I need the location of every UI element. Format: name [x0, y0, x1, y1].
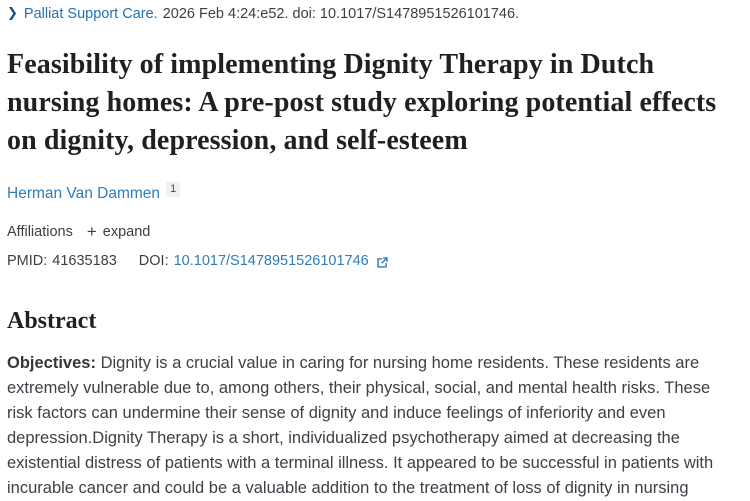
author-affiliation-number[interactable]: 1	[166, 182, 180, 197]
identifiers-row	[7, 251, 737, 271]
abstract-heading: Abstract	[7, 308, 97, 335]
expand-label: expand	[102, 224, 151, 241]
affiliations-row	[7, 222, 737, 242]
doi-link[interactable]: 10.1017/S1478951526101746	[173, 253, 369, 270]
pmid-group	[7, 251, 117, 271]
affiliations-label: Affiliations	[7, 224, 73, 241]
journal-citation	[7, 4, 737, 24]
pmid-value: 41635183	[52, 253, 117, 270]
affiliations-expand-button[interactable]	[87, 222, 151, 242]
objectives-label: Objectives:	[7, 354, 96, 373]
pmid-label: PMID:	[7, 253, 48, 270]
chevron-right-icon: ❯	[7, 5, 18, 20]
objectives-text: Dignity is a crucial value in caring for nursing home residents. These residents are extremely vulnerable due to, among others, their physical, social, and mental health risks. These risk factors can undermine their sense of dignity and induce feelings of inferiority and even depression.Dignity Therapy is a short, individualized psychotherapy aimed at decreasing the existential distress of patients with a terminal illness. It appeared to be successful in patients with incurable cancer and could be a valuable addition to the treatment of loss of dignity in nursing	[7, 354, 714, 498]
journal-name[interactable]: Palliat Support Care.	[23, 6, 158, 22]
abstract-paragraph	[7, 351, 737, 501]
authors-row	[7, 182, 737, 204]
plus-icon: +	[86, 222, 97, 242]
citation-details: 2026 Feb 4:24:e52. doi: 10.1017/S1478951526101746.	[162, 6, 520, 22]
journal-dropdown-button[interactable]	[7, 4, 158, 24]
doi-group	[139, 251, 389, 271]
doi-label: DOI:	[138, 253, 169, 270]
article-title: Feasibility of implementing Dignity Therapy in Dutch nursing homes: A pre-post study exploring potential effects on dignity, depression, and self-esteem	[7, 49, 717, 156]
author-link[interactable]: Herman Van Dammen	[7, 185, 161, 203]
external-link-icon	[376, 256, 389, 269]
